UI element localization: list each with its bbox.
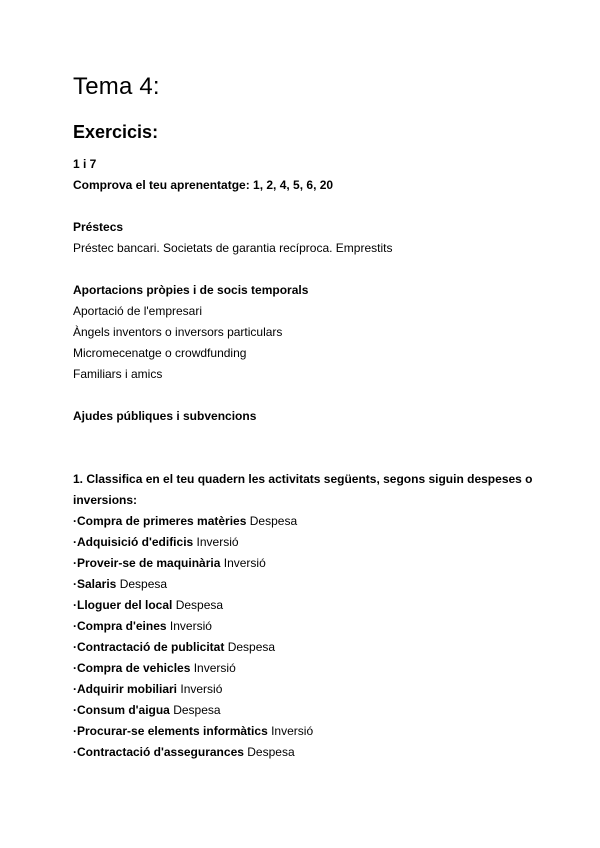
exercise-item (73, 721, 553, 742)
intro-line-1: 1 i 7 (73, 157, 97, 171)
aportacions-item: Àngels inventors o inversors particulars (73, 325, 283, 339)
activity-label: ·Compra de primeres matèries (73, 514, 247, 528)
exercise-item (73, 742, 553, 763)
exercise-item (73, 679, 553, 700)
exercise-item (73, 532, 553, 553)
exercise-item (73, 553, 553, 574)
exercise-item (73, 511, 553, 532)
ajudes-heading: Ajudes públiques i subvencions (73, 409, 257, 423)
aportacions-item: Aportació de l'empresari (73, 304, 203, 318)
document-page (73, 70, 553, 763)
activity-type: Inversió (271, 724, 314, 738)
activity-type: Inversió (193, 661, 236, 675)
exercise-item (73, 574, 553, 595)
activity-label: ·Proveir-se de maquinària (73, 556, 221, 570)
prestecs-heading: Préstecs (73, 220, 124, 234)
aportacions-item: Familiars i amics (73, 367, 163, 381)
page-title: Tema 4: (73, 73, 160, 100)
section-subtitle: Exercicis: (73, 122, 159, 142)
exercise-item (73, 595, 553, 616)
exercise-item (73, 637, 553, 658)
activity-type: Inversió (196, 535, 239, 549)
activity-type: Inversió (180, 682, 223, 696)
activity-label: ·Compra de vehicles (73, 661, 191, 675)
activity-label: ·Salaris (73, 577, 117, 591)
activity-label: ·Compra d'eines (73, 619, 167, 633)
activity-label: ·Lloguer del local (73, 598, 173, 612)
intro-line-2: Comprova el teu aprenentatge: 1, 2, 4, 5, 6, 20 (73, 178, 334, 192)
exercise-item (73, 658, 553, 679)
activity-type: Despesa (247, 745, 295, 759)
aportacions-item: Micromecenatge o crowdfunding (73, 346, 247, 360)
activity-label: ·Consum d'aigua (73, 703, 170, 717)
exercise-question: 1. Classifica en el teu quadern les activitats següents, segons siguin despeses o inversions: (73, 472, 533, 507)
activity-label: ·Adquirir mobiliari (73, 682, 178, 696)
activity-type: Despesa (119, 577, 168, 591)
activity-type: Despesa (249, 514, 298, 528)
activity-type: Despesa (175, 598, 224, 612)
aportacions-heading: Aportacions pròpies i de socis temporals (73, 283, 309, 297)
activity-type: Inversió (169, 619, 212, 633)
activity-label: ·Adquisició d'edificis (73, 535, 194, 549)
activity-label: ·Contractació d'assegurances (73, 745, 244, 759)
activity-type: Despesa (173, 703, 221, 717)
activity-type: Inversió (223, 556, 266, 570)
prestecs-text: Préstec bancari. Societats de garantia recíproca. Emprestits (73, 241, 393, 255)
activity-label: ·Contractació de publicitat (73, 640, 225, 654)
exercise-item (73, 616, 553, 637)
exercise-list (73, 511, 553, 763)
exercise-item (73, 700, 553, 721)
activity-type: Despesa (227, 640, 276, 654)
activity-label: ·Procurar-se elements informàtics (73, 724, 268, 738)
